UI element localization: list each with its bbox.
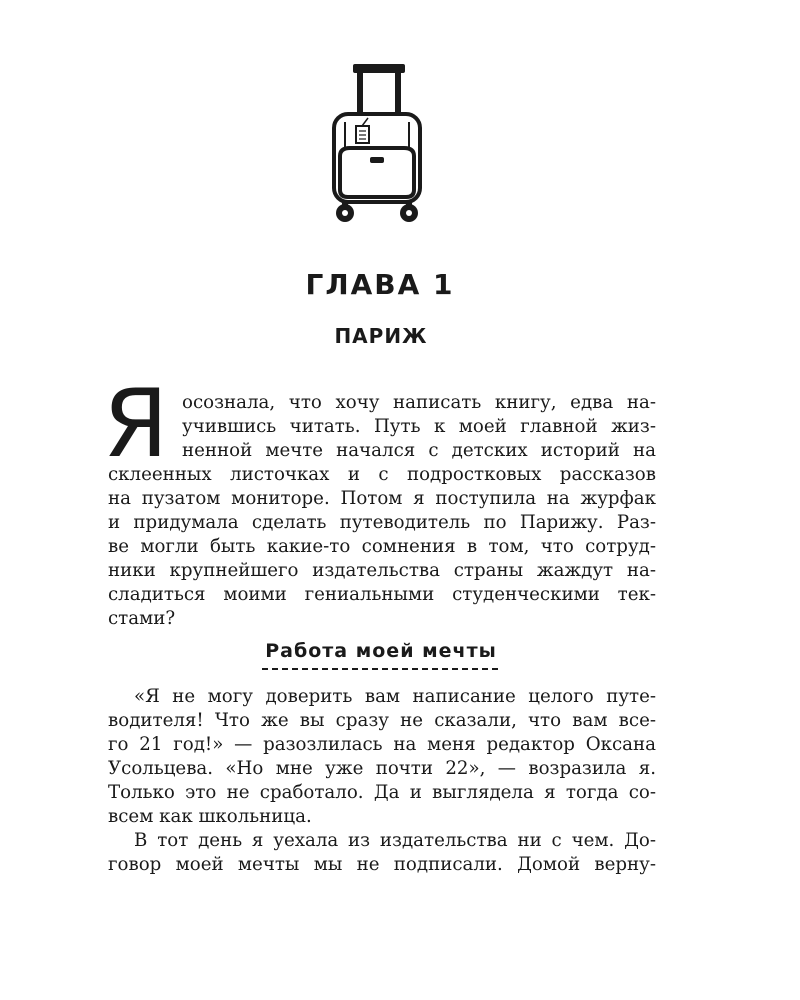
- dashed-divider: [262, 668, 498, 670]
- paragraph-line: водителя! Что же вы сразу не сказали, что вам все-: [108, 710, 656, 731]
- paragraph-line: на пузатом мониторе. Потом я поступила на журфак: [108, 488, 656, 509]
- paragraph-line: стами?: [108, 608, 176, 629]
- paragraph-line: «Я не могу доверить вам написание целого путе-: [134, 686, 656, 707]
- chapter-title: ГЛАВА 1: [305, 268, 455, 301]
- paragraph-line: осознала, что хочу написать книгу, едва на-: [182, 392, 656, 413]
- paragraph-line: и придумала сделать путеводитель по Парижу. Раз-: [108, 512, 656, 533]
- paragraph-line: учившись читать. Путь к моей главной жиз-: [182, 416, 656, 437]
- chapter-subtitle: ПАРИЖ: [334, 324, 428, 348]
- drop-cap: Я: [103, 370, 169, 479]
- paragraph-line: говор моей мечты мы не подписали. Домой верну-: [108, 854, 656, 875]
- suitcase-icon: [326, 60, 426, 225]
- paragraph-line: Только это не сработало. Да и выглядела я тогда со-: [108, 782, 656, 803]
- paragraph-line: склеенных листочках и с подростковых рассказов: [108, 464, 656, 485]
- paragraph-line: Усольцева. «Но мне уже почти 22», — возразила я.: [108, 758, 656, 779]
- paragraph-line: В тот день я уехала из издательства ни с чем. До-: [134, 830, 656, 851]
- paragraph-line: ненной мечте начался с детских историй на: [182, 440, 656, 461]
- paragraph-line: го 21 год!» — разозлилась на меня редактор Оксана: [108, 734, 656, 755]
- paragraph-line: ве могли быть какие-то сомнения в том, что сотруд-: [108, 536, 656, 557]
- section-title: Работа моей мечты: [265, 640, 497, 662]
- paragraph-line: ники крупнейшего издательства страны жаждут на-: [108, 560, 656, 581]
- paragraph-line: всем как школьница.: [108, 806, 312, 827]
- paragraph-line: сладиться моими гениальными студенческими тек-: [108, 584, 656, 605]
